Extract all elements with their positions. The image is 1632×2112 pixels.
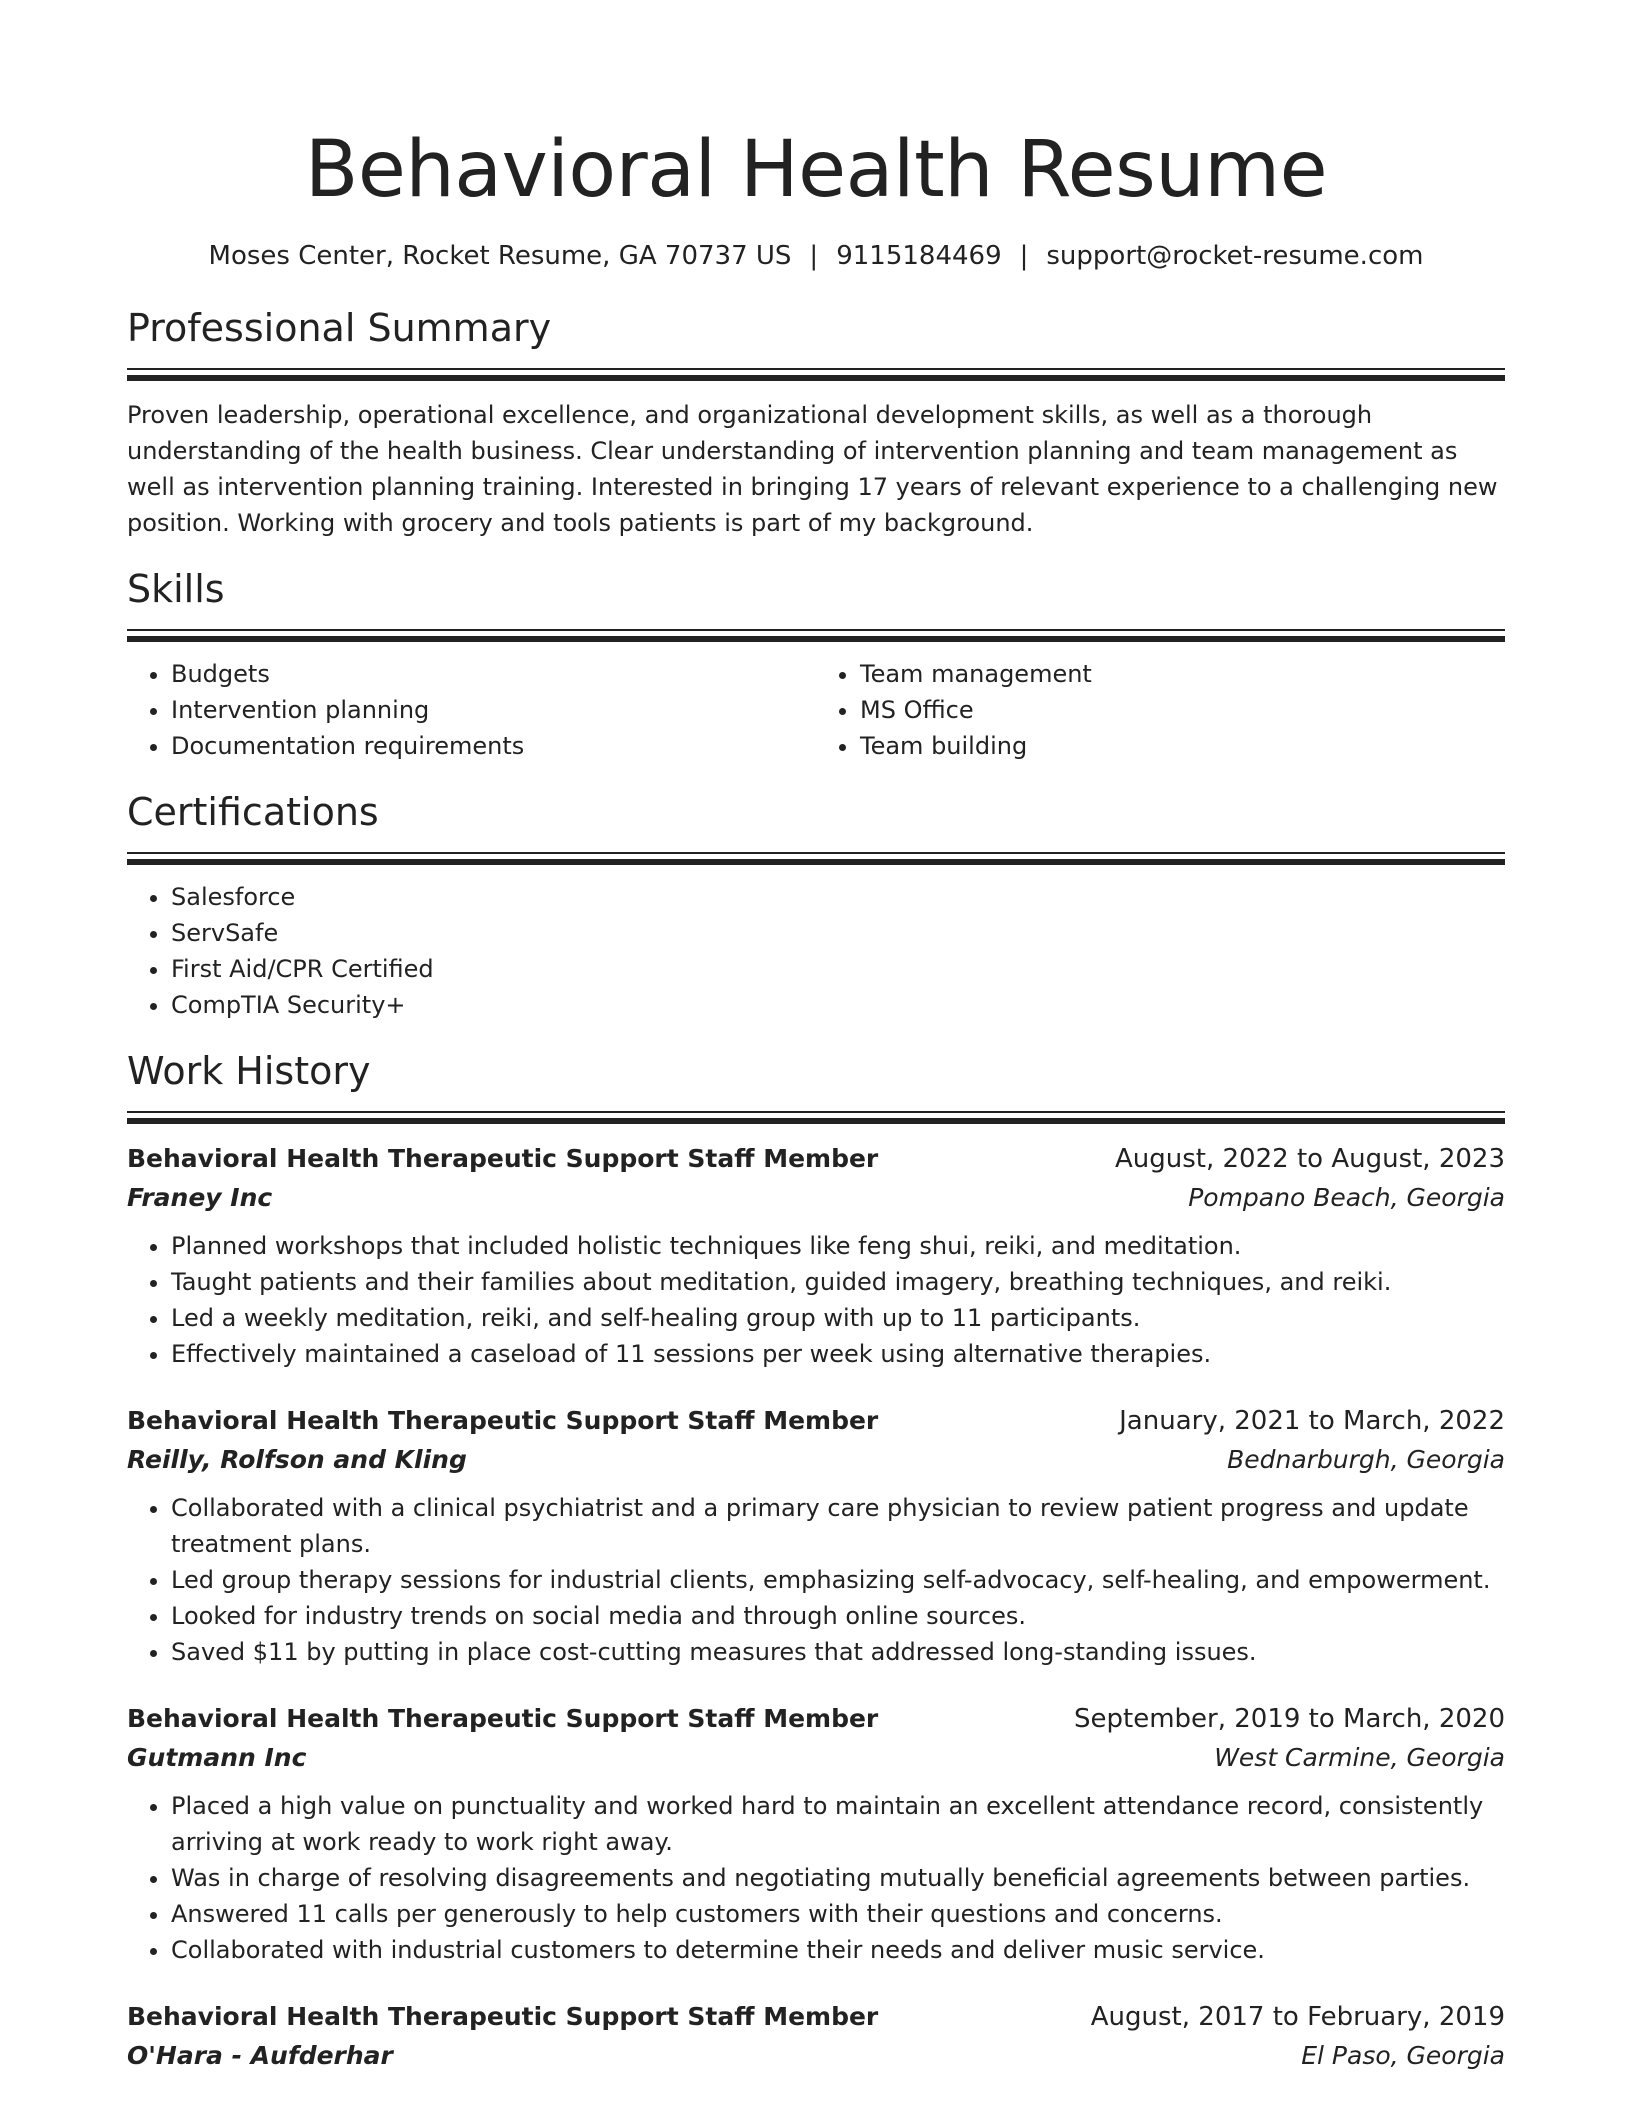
certification-item: • ServSafe: [171, 915, 1505, 951]
job-entry: [127, 1998, 1505, 2076]
job-entry: [127, 1402, 1505, 1670]
job-bullet: • Placed a high value on punctuality and worked hard to maintain an excellent attendance record, consistently arriving at work ready to work right away.: [171, 1788, 1505, 1860]
skill-item: • Team building: [860, 728, 1505, 764]
job-company: Gutmann Inc: [127, 1743, 307, 1772]
section-divider: [127, 852, 1505, 867]
skills-columns: [127, 656, 1505, 764]
section-divider: [127, 368, 1505, 383]
certifications-list: [127, 879, 1505, 1023]
job-title: Behavioral Health Therapeutic Support Staff Member: [127, 2002, 879, 2031]
job-bullet: • Collaborated with industrial customers to determine their needs and deliver music service.: [171, 1932, 1505, 1968]
job-bullet: • Led group therapy sessions for industrial clients, emphasizing self-advocacy, self-healing, and empowerment.: [171, 1562, 1505, 1598]
job-dates: September, 2019 to March, 2020: [1074, 1704, 1505, 1734]
job-bullet: • Answered 11 calls per generously to help customers with their questions and concerns.: [171, 1896, 1505, 1932]
job-bullet: • Planned workshops that included holistic techniques like feng shui, reiki, and meditation.: [171, 1228, 1505, 1264]
contact-separator: |: [1019, 241, 1029, 271]
work-history-section: [127, 1047, 1505, 2076]
job-location: El Paso, Georgia: [1301, 2041, 1505, 2070]
skill-item: • Intervention planning: [171, 692, 816, 728]
job-bullets: [127, 1788, 1505, 1968]
skill-item: • Team management: [860, 656, 1505, 692]
contact-email: support@rocket-resume.com: [1046, 241, 1424, 271]
certification-item: • First Aid/CPR Certified: [171, 951, 1505, 987]
job-bullets: [127, 1490, 1505, 1670]
job-bullet: • Saved $11 by putting in place cost-cutting measures that addressed long-standing issues.: [171, 1634, 1505, 1670]
job-bullets: [127, 1228, 1505, 1372]
contact-separator: |: [809, 241, 819, 271]
job-entry: [127, 1140, 1505, 1372]
job-location: Pompano Beach, Georgia: [1188, 1183, 1505, 1212]
certifications-section: [127, 788, 1505, 1023]
certification-item: • Salesforce: [171, 879, 1505, 915]
section-heading: Professional Summary: [127, 306, 552, 350]
section-divider: [127, 1111, 1505, 1126]
section-heading: Skills: [127, 567, 225, 611]
job-company: Reilly, Rolfson and Kling: [127, 1445, 467, 1474]
job-bullet: • Taught patients and their families about meditation, guided imagery, breathing techniques, and reiki.: [171, 1264, 1505, 1300]
skills-list-left: [127, 656, 816, 764]
job-bullet: • Collaborated with a clinical psychiatrist and a primary care physician to review patient progress and update treatment plans.: [171, 1490, 1505, 1562]
job-title: Behavioral Health Therapeutic Support Staff Member: [127, 1406, 879, 1435]
job-location: Bednarburgh, Georgia: [1227, 1445, 1505, 1474]
job-bullet: • Looked for industry trends on social media and through online sources.: [171, 1598, 1505, 1634]
summary-text: Proven leadership, operational excellence, and organizational development skills, as well as a thorough understanding of the health business. Clear understanding of intervention planning and team management as well as intervention planning training. Interested in bringing 17 years of relevant experience to a challenging new position. Working with grocery and tools patients is part of my background.: [127, 401, 1498, 537]
skills-section: [127, 565, 1505, 764]
job-title: Behavioral Health Therapeutic Support Staff Member: [127, 1144, 879, 1173]
job-title: Behavioral Health Therapeutic Support Staff Member: [127, 1704, 879, 1733]
section-heading: Certifications: [127, 790, 379, 834]
section-divider: [127, 629, 1505, 644]
skill-item: • Documentation requirements: [171, 728, 816, 764]
skill-item: • MS Office: [860, 692, 1505, 728]
job-bullet: • Was in charge of resolving disagreements and negotiating mutually beneficial agreements between parties.: [171, 1860, 1505, 1896]
section-heading: Work History: [127, 1049, 371, 1093]
resume-title: Behavioral Health Resume: [304, 125, 1328, 215]
job-dates: August, 2017 to February, 2019: [1090, 2002, 1505, 2032]
summary-section: [127, 304, 1505, 541]
job-company: Franey Inc: [127, 1183, 273, 1212]
contact-line: [127, 238, 1505, 274]
job-dates: August, 2022 to August, 2023: [1115, 1144, 1505, 1174]
skill-item: • Budgets: [171, 656, 816, 692]
job-entry: [127, 1700, 1505, 1968]
job-company: O'Hara - Aufderhar: [127, 2041, 393, 2070]
job-location: West Carmine, Georgia: [1214, 1743, 1505, 1772]
contact-phone: 9115184469: [836, 241, 1002, 271]
skills-list-right: [816, 656, 1505, 764]
certification-item: • CompTIA Security+: [171, 987, 1505, 1023]
contact-address: Moses Center, Rocket Resume, GA 70737 US: [208, 241, 792, 271]
job-bullet: • Led a weekly meditation, reiki, and self-healing group with up to 11 participants.: [171, 1300, 1505, 1336]
job-dates: January, 2021 to March, 2022: [1119, 1406, 1505, 1436]
job-bullet: • Effectively maintained a caseload of 11 sessions per week using alternative therapies.: [171, 1336, 1505, 1372]
